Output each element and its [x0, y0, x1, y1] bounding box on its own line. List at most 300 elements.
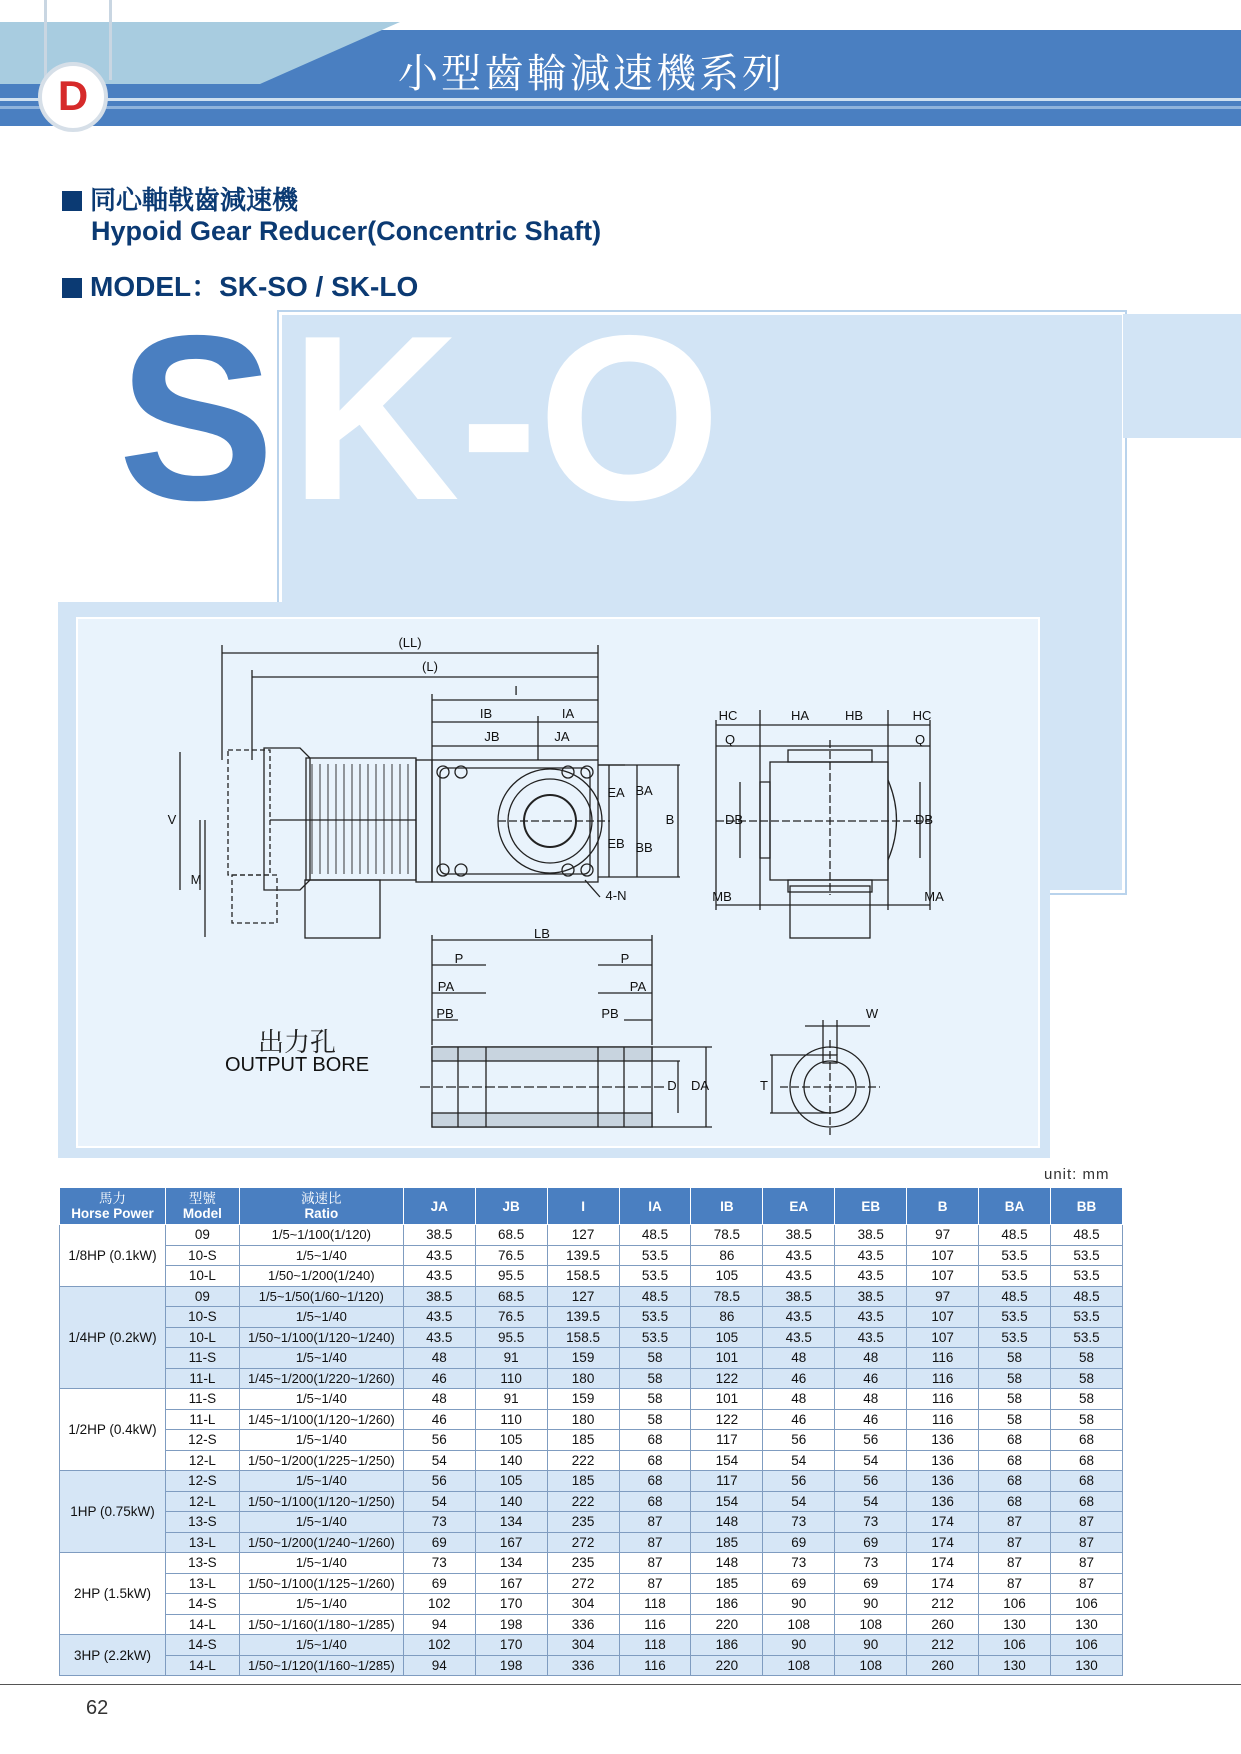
dim-label: Q: [724, 732, 736, 747]
dimension-cell: 170: [475, 1635, 547, 1656]
model-cell: 14-L: [165, 1655, 239, 1676]
dimension-cell: 43.5: [835, 1307, 907, 1328]
dimension-cell: 101: [691, 1389, 763, 1410]
ratio-cell: 1/50~1/100(1/120~1/240): [239, 1327, 403, 1348]
dimension-cell: 235: [547, 1553, 619, 1574]
dimension-cell: 134: [475, 1512, 547, 1533]
model-cell: 10-S: [165, 1307, 239, 1328]
dimension-cell: 108: [763, 1655, 835, 1676]
dim-label: JB: [484, 729, 500, 744]
horsepower-cell: 2HP (1.5kW): [60, 1553, 166, 1635]
model-cell: 09: [165, 1225, 239, 1246]
dim-label: W: [865, 1006, 879, 1021]
dimension-cell: 198: [475, 1614, 547, 1635]
dimension-cell: 43.5: [835, 1245, 907, 1266]
ratio-cell: 1/45~1/200(1/220~1/260): [239, 1368, 403, 1389]
dimension-cell: 97: [907, 1286, 979, 1307]
dimension-cell: 69: [835, 1573, 907, 1594]
column-header-en: BB: [1076, 1198, 1097, 1214]
dimension-cell: 68: [1050, 1430, 1122, 1451]
dimension-cell: 58: [979, 1409, 1051, 1430]
dimension-cell: 198: [475, 1655, 547, 1676]
column-header-en: JB: [502, 1198, 520, 1214]
dimension-cell: 185: [691, 1573, 763, 1594]
model-cell: 14-L: [165, 1614, 239, 1635]
dimension-cell: 107: [907, 1307, 979, 1328]
column-header-cn: 型號: [188, 1191, 216, 1206]
ratio-cell: 1/50~1/200(1/240): [239, 1266, 403, 1287]
column-header-en: Ratio: [304, 1206, 339, 1221]
dimension-cell: 38.5: [403, 1286, 475, 1307]
dimension-cell: 140: [475, 1491, 547, 1512]
table-row: [60, 1430, 1123, 1451]
ratio-cell: 1/5~1/40: [239, 1512, 403, 1533]
section-title-cn-text: 同心軸戟齒減速機: [90, 185, 299, 215]
dimension-cell: 56: [835, 1471, 907, 1492]
dim-label: HC: [718, 708, 738, 723]
dimension-cell: 54: [403, 1450, 475, 1471]
dimension-cell: 48.5: [619, 1225, 691, 1246]
spec-table-header: [60, 1188, 1123, 1225]
ratio-cell: 1/5~1/40: [239, 1307, 403, 1328]
table-row: [60, 1245, 1123, 1266]
dimension-cell: 56: [763, 1471, 835, 1492]
dimension-cell: 43.5: [403, 1266, 475, 1287]
column-header: [165, 1188, 239, 1225]
table-row: [60, 1512, 1123, 1533]
dimension-cell: 170: [475, 1594, 547, 1615]
column-header: [691, 1188, 763, 1225]
dimension-cell: 118: [619, 1635, 691, 1656]
dimension-cell: 38.5: [403, 1225, 475, 1246]
dimension-cell: 105: [475, 1430, 547, 1451]
dimension-cell: 69: [403, 1573, 475, 1594]
dimension-cell: 53.5: [619, 1307, 691, 1328]
column-header-en: I: [581, 1198, 585, 1214]
dimension-cell: 58: [619, 1348, 691, 1369]
column-header: [547, 1188, 619, 1225]
table-row: [60, 1532, 1123, 1553]
column-header-en: Model: [182, 1206, 222, 1221]
model-cell: 11-L: [165, 1409, 239, 1430]
dimension-cell: 304: [547, 1594, 619, 1615]
dimension-cell: 212: [907, 1635, 979, 1656]
dim-label: Q: [914, 732, 926, 747]
dimension-cell: 58: [1050, 1368, 1122, 1389]
output-bore-label-en: OUTPUT BORE: [225, 1054, 370, 1076]
ratio-cell: 1/5~1/40: [239, 1471, 403, 1492]
dimension-cell: 134: [475, 1553, 547, 1574]
dimension-cell: 235: [547, 1512, 619, 1533]
dimension-cell: 48: [835, 1348, 907, 1369]
dimension-cell: 69: [835, 1532, 907, 1553]
dimension-cell: 174: [907, 1553, 979, 1574]
column-header: [1050, 1188, 1122, 1225]
dimension-cell: 73: [763, 1512, 835, 1533]
dimension-cell: 167: [475, 1573, 547, 1594]
dimension-cell: 106: [1050, 1594, 1122, 1615]
dimension-cell: 46: [835, 1368, 907, 1389]
table-row: [60, 1327, 1123, 1348]
dimension-cell: 58: [1050, 1389, 1122, 1410]
dimension-cell: 73: [403, 1512, 475, 1533]
dimension-cell: 130: [979, 1655, 1051, 1676]
dimension-cell: 54: [835, 1450, 907, 1471]
dimension-cell: 90: [835, 1594, 907, 1615]
dim-label: LB: [534, 926, 550, 941]
dimension-cell: 38.5: [835, 1286, 907, 1307]
dimension-cell: 260: [907, 1655, 979, 1676]
dimension-cell: 87: [979, 1573, 1051, 1594]
dimension-cell: 87: [1050, 1553, 1122, 1574]
ratio-cell: 1/5~1/40: [239, 1389, 403, 1410]
dimension-cell: 73: [403, 1553, 475, 1574]
dimension-cell: 54: [763, 1450, 835, 1471]
ratio-cell: 1/5~1/40: [239, 1348, 403, 1369]
dimension-cell: 102: [403, 1635, 475, 1656]
dimension-cell: 73: [763, 1553, 835, 1574]
dimension-cell: 43.5: [763, 1266, 835, 1287]
dimension-cell: 108: [763, 1614, 835, 1635]
dimension-cell: 130: [1050, 1655, 1122, 1676]
dimension-cell: 110: [475, 1368, 547, 1389]
dim-label: T: [760, 1078, 768, 1093]
column-header: [907, 1188, 979, 1225]
dimension-cell: 91: [475, 1348, 547, 1369]
ratio-cell: 1/50~1/160(1/180~1/285): [239, 1614, 403, 1635]
dimension-cell: 48: [835, 1389, 907, 1410]
dimension-cell: 136: [907, 1450, 979, 1471]
dimension-cell: 68: [1050, 1471, 1122, 1492]
dimension-cell: 94: [403, 1655, 475, 1676]
ratio-cell: 1/50~1/100(1/125~1/260): [239, 1573, 403, 1594]
dimension-cell: 117: [691, 1471, 763, 1492]
table-row: [60, 1553, 1123, 1574]
dimension-cell: 43.5: [403, 1307, 475, 1328]
dimension-cell: 158.5: [547, 1266, 619, 1287]
table-row: [60, 1614, 1123, 1635]
model-cell: 14-S: [165, 1635, 239, 1656]
dimension-cell: 53.5: [619, 1327, 691, 1348]
dimension-cell: 174: [907, 1512, 979, 1533]
table-row: [60, 1573, 1123, 1594]
dimension-cell: 53.5: [1050, 1266, 1122, 1287]
section-title-en: Hypoid Gear Reducer(Concentric Shaft): [91, 216, 602, 246]
dimension-cell: 101: [691, 1348, 763, 1369]
dimension-cell: 87: [979, 1532, 1051, 1553]
dimension-cell: 90: [835, 1635, 907, 1656]
dimension-cell: 68: [619, 1450, 691, 1471]
dim-label: BB: [635, 840, 653, 855]
ratio-cell: 1/50~1/200(1/240~1/260): [239, 1532, 403, 1553]
dimension-cell: 58: [979, 1389, 1051, 1410]
dimension-cell: 95.5: [475, 1266, 547, 1287]
dimension-cell: 87: [619, 1532, 691, 1553]
dim-label: DA: [690, 1078, 710, 1093]
dimension-cell: 90: [763, 1635, 835, 1656]
dimension-cell: 48.5: [979, 1286, 1051, 1307]
dimension-cell: 43.5: [835, 1266, 907, 1287]
dimension-cell: 220: [691, 1655, 763, 1676]
dim-label: MB: [712, 889, 732, 904]
dim-label: P: [454, 951, 464, 966]
dimension-cell: 69: [763, 1573, 835, 1594]
dimension-cell: 87: [1050, 1532, 1122, 1553]
dimension-cell: 106: [979, 1635, 1051, 1656]
dim-label: (LL): [398, 635, 422, 650]
ratio-cell: 1/50~1/200(1/225~1/250): [239, 1450, 403, 1471]
dimension-cell: 212: [907, 1594, 979, 1615]
model-cell: 11-S: [165, 1389, 239, 1410]
dimension-cell: 54: [835, 1491, 907, 1512]
model-cell: 13-S: [165, 1553, 239, 1574]
dimension-cell: 87: [619, 1553, 691, 1574]
dimension-cell: 117: [691, 1430, 763, 1451]
dimension-cell: 38.5: [763, 1286, 835, 1307]
dimension-cell: 87: [1050, 1512, 1122, 1533]
dimension-cell: 48.5: [1050, 1286, 1122, 1307]
dimension-cell: 46: [763, 1409, 835, 1430]
dimension-cell: 68: [619, 1430, 691, 1451]
model-cell: 12-L: [165, 1450, 239, 1471]
model-cell: 13-L: [165, 1532, 239, 1553]
dimension-cell: 48: [763, 1348, 835, 1369]
dimension-cell: 105: [691, 1266, 763, 1287]
column-header: [835, 1188, 907, 1225]
dimension-cell: 48: [403, 1389, 475, 1410]
model-text: MODEL：SK-SO / SK-LO: [90, 271, 419, 302]
dimension-cell: 91: [475, 1389, 547, 1410]
dimension-cell: 58: [619, 1409, 691, 1430]
model-cell: 14-S: [165, 1594, 239, 1615]
dimension-cell: 185: [691, 1532, 763, 1553]
dimension-cell: 43.5: [835, 1327, 907, 1348]
dimension-cell: 68.5: [475, 1286, 547, 1307]
dimension-cell: 186: [691, 1635, 763, 1656]
table-row: [60, 1348, 1123, 1369]
dimension-cell: 38.5: [835, 1225, 907, 1246]
dimension-cell: 154: [691, 1450, 763, 1471]
dimension-cell: 46: [763, 1368, 835, 1389]
dimension-cell: 68: [619, 1491, 691, 1512]
dimension-cell: 86: [691, 1307, 763, 1328]
dimension-cell: 43.5: [763, 1245, 835, 1266]
dimension-cell: 58: [619, 1368, 691, 1389]
column-header-cn: 馬力: [98, 1191, 126, 1206]
ratio-cell: 1/50~1/120(1/160~1/285): [239, 1655, 403, 1676]
column-header: [619, 1188, 691, 1225]
dimension-cell: 53.5: [979, 1245, 1051, 1266]
unit-label: unit: mm: [1044, 1166, 1110, 1183]
dimension-cell: 73: [835, 1512, 907, 1533]
dimension-cell: 107: [907, 1245, 979, 1266]
column-header-en: IB: [720, 1198, 734, 1214]
dimension-cell: 87: [619, 1573, 691, 1594]
dimension-cell: 272: [547, 1532, 619, 1553]
dimension-cell: 53.5: [979, 1307, 1051, 1328]
model-cell: 13-S: [165, 1512, 239, 1533]
model-cell: 11-L: [165, 1368, 239, 1389]
ratio-cell: 1/50~1/100(1/120~1/250): [239, 1491, 403, 1512]
dim-label: IB: [479, 706, 493, 721]
dimension-cell: 185: [547, 1471, 619, 1492]
column-header: [403, 1188, 475, 1225]
dimension-cell: 69: [763, 1532, 835, 1553]
column-header-en: JA: [430, 1198, 448, 1214]
header-row: [60, 1188, 1123, 1225]
model-cell: 13-L: [165, 1573, 239, 1594]
model-cell: 09: [165, 1286, 239, 1307]
dimension-cell: 108: [835, 1614, 907, 1635]
dimension-cell: 122: [691, 1409, 763, 1430]
column-header-cn: 減速比: [301, 1191, 342, 1206]
dimension-cell: 108: [835, 1655, 907, 1676]
table-row: [60, 1368, 1123, 1389]
model-cell: 11-S: [165, 1348, 239, 1369]
dimension-cell: 116: [907, 1389, 979, 1410]
dimension-cell: 159: [547, 1389, 619, 1410]
column-header: [763, 1188, 835, 1225]
model-cell: 10-L: [165, 1266, 239, 1287]
column-header: [475, 1188, 547, 1225]
horsepower-cell: 3HP (2.2kW): [60, 1635, 166, 1676]
dimension-cell: 94: [403, 1614, 475, 1635]
dimension-cell: 167: [475, 1532, 547, 1553]
model-cell: 10-S: [165, 1245, 239, 1266]
dimension-cell: 69: [403, 1532, 475, 1553]
dimension-cell: 336: [547, 1655, 619, 1676]
dimension-cell: 90: [763, 1594, 835, 1615]
dimension-cell: 260: [907, 1614, 979, 1635]
dimension-cell: 46: [403, 1409, 475, 1430]
dimension-cell: 105: [691, 1327, 763, 1348]
section-badge: D: [38, 62, 108, 132]
dimension-cell: 76.5: [475, 1307, 547, 1328]
dimension-cell: 130: [979, 1614, 1051, 1635]
dimension-cell: 116: [619, 1655, 691, 1676]
dim-label: I: [514, 683, 518, 698]
dimension-cell: 73: [835, 1553, 907, 1574]
dimension-cell: 46: [835, 1409, 907, 1430]
table-row: [60, 1266, 1123, 1287]
dimension-cell: 48.5: [1050, 1225, 1122, 1246]
dimension-cell: 53.5: [619, 1245, 691, 1266]
dimension-cell: 68: [979, 1450, 1051, 1471]
dim-label: HA: [790, 708, 810, 723]
dim-label: PA: [437, 979, 455, 994]
ratio-cell: 1/5~1/100(1/120): [239, 1225, 403, 1246]
dimension-cell: 107: [907, 1327, 979, 1348]
dimension-cell: 48: [763, 1389, 835, 1410]
table-row: [60, 1286, 1123, 1307]
dimension-cell: 127: [547, 1225, 619, 1246]
table-row: [60, 1225, 1123, 1246]
dimension-cell: 180: [547, 1368, 619, 1389]
dimension-cell: 95.5: [475, 1327, 547, 1348]
table-row: [60, 1655, 1123, 1676]
dimension-cell: 43.5: [403, 1327, 475, 1348]
column-header-en: EB: [861, 1198, 881, 1214]
dim-label: DB: [914, 812, 934, 827]
dim-label: PA: [629, 979, 647, 994]
dim-label: D: [667, 1078, 677, 1093]
dimension-cell: 68: [1050, 1450, 1122, 1471]
ratio-cell: 1/45~1/100(1/120~1/260): [239, 1409, 403, 1430]
dimension-cell: 68: [979, 1491, 1051, 1512]
model-cell: 12-L: [165, 1491, 239, 1512]
dim-label: JA: [554, 729, 570, 744]
dimension-cell: 68.5: [475, 1225, 547, 1246]
dim-label: V: [167, 812, 177, 827]
dim-label: MA: [924, 889, 944, 904]
dimension-cell: 53.5: [1050, 1307, 1122, 1328]
page-number: 62: [86, 1697, 109, 1719]
column-header: [979, 1188, 1051, 1225]
dimension-cell: 78.5: [691, 1286, 763, 1307]
dimension-cell: 86: [691, 1245, 763, 1266]
dimension-cell: 116: [907, 1409, 979, 1430]
dimension-cell: 87: [619, 1512, 691, 1533]
dimension-cell: 136: [907, 1491, 979, 1512]
column-header: [239, 1188, 403, 1225]
horsepower-cell: 1/2HP (0.4kW): [60, 1389, 166, 1471]
dim-label: EA: [607, 785, 625, 800]
dimension-cell: 58: [1050, 1348, 1122, 1369]
dimension-cell: 102: [403, 1594, 475, 1615]
dimension-cell: 38.5: [763, 1225, 835, 1246]
dimension-cell: 46: [403, 1368, 475, 1389]
horsepower-cell: 1/4HP (0.2kW): [60, 1286, 166, 1389]
dimension-cell: 53.5: [1050, 1245, 1122, 1266]
table-row: [60, 1307, 1123, 1328]
dimension-cell: 68: [619, 1471, 691, 1492]
dimension-cell: 174: [907, 1532, 979, 1553]
table-row: [60, 1389, 1123, 1410]
horsepower-cell: 1/8HP (0.1kW): [60, 1225, 166, 1287]
dimension-cell: 118: [619, 1594, 691, 1615]
dimension-cell: 76.5: [475, 1245, 547, 1266]
dimension-cell: 185: [547, 1430, 619, 1451]
dim-label: HC: [912, 708, 932, 723]
dimension-cell: 68: [979, 1430, 1051, 1451]
dim-label: PB: [601, 1006, 619, 1021]
dimension-cell: 68: [1050, 1491, 1122, 1512]
dimension-cell: 43.5: [763, 1327, 835, 1348]
dimension-cell: 136: [907, 1430, 979, 1451]
dimension-cell: 107: [907, 1266, 979, 1287]
dimension-cell: 159: [547, 1348, 619, 1369]
dimension-cell: 336: [547, 1614, 619, 1635]
dim-label: HB: [844, 708, 864, 723]
dimension-cell: 136: [907, 1471, 979, 1492]
column-header-en: IA: [648, 1198, 662, 1214]
dimension-cell: 222: [547, 1450, 619, 1471]
dimension-cell: 53.5: [979, 1327, 1051, 1348]
dimension-cell: 43.5: [763, 1307, 835, 1328]
model-cell: 12-S: [165, 1471, 239, 1492]
dimension-cell: 127: [547, 1286, 619, 1307]
table-row: [60, 1409, 1123, 1430]
big-title-s: S: [118, 286, 275, 549]
dimension-cell: 53.5: [979, 1266, 1051, 1287]
column-header-en: EA: [789, 1198, 809, 1214]
dimension-cell: 140: [475, 1450, 547, 1471]
dimension-cell: 106: [979, 1594, 1051, 1615]
dimension-cell: 222: [547, 1491, 619, 1512]
ratio-cell: 1/5~1/50(1/60~1/120): [239, 1286, 403, 1307]
page-title: 小型齒輪減速機系列: [398, 51, 785, 97]
dimension-cell: 87: [1050, 1573, 1122, 1594]
